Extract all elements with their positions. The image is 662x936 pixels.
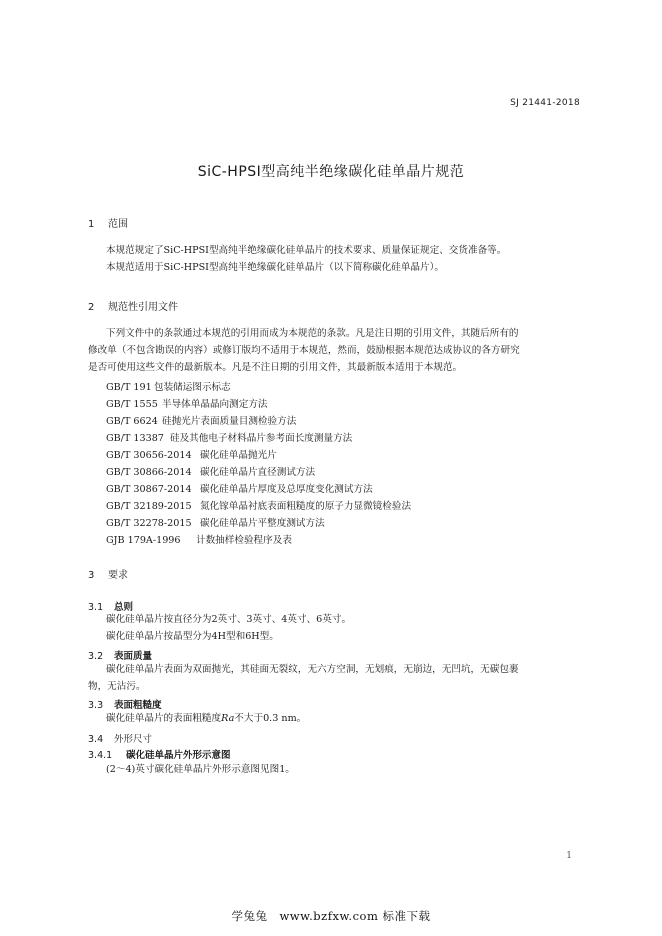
subsection-3-1-heading — [88, 599, 133, 613]
subsection-number: 3.1 — [88, 602, 104, 613]
subsection-title: 碳化硅单晶片外形示意图 — [126, 750, 231, 761]
subsection-number: 3.3 — [88, 700, 104, 711]
reference-code: GJB 179A-1996 — [106, 535, 181, 546]
reference-item — [106, 515, 325, 529]
reference-code: GB/T 6624 — [106, 416, 158, 427]
reference-item — [106, 430, 352, 444]
paragraph-line: 下列文件中的条款通过本规范的引用而成为本规范的条款。凡是注日期的引用文件，其随后所有的 — [106, 328, 519, 339]
section-2-heading — [88, 298, 178, 313]
subsection-3-4-1-heading — [88, 747, 231, 761]
section-1-heading — [88, 215, 128, 230]
subsection-number: 3.2 — [88, 651, 104, 662]
paragraph-line: 碳化硅单晶片按直径分为2英寸、3英寸、4英寸、6英寸。 — [106, 614, 352, 625]
reference-title: 半导体单晶晶向测定方法 — [162, 399, 268, 410]
section-number: 1 — [88, 219, 95, 230]
subsection-title: 表面粗糙度 — [114, 700, 162, 711]
document-code: SJ 21441-2018 — [510, 98, 580, 108]
reference-title: 碳化硅单晶片平整度测试方法 — [200, 518, 325, 529]
reference-item — [106, 413, 296, 427]
reference-item — [106, 532, 292, 546]
text-fragment: 不大于0.3 nm。 — [234, 713, 307, 724]
reference-code: GB/T 32278-2015 — [106, 518, 192, 529]
reference-title: 碳化硅单晶片直径测试方法 — [200, 467, 316, 478]
reference-code: GB/T 1555 — [106, 399, 158, 410]
paragraph-line: 碳化硅单晶片表面为双面抛光，其硅面无裂纹，无六方空洞，无划痕，无崩边，无凹坑，无碳包裹 — [106, 664, 519, 675]
subsection-3-4-heading — [88, 731, 152, 745]
reference-code: GB/T 32189-2015 — [106, 501, 192, 512]
section-title: 范围 — [108, 219, 128, 230]
paragraph-line: 碳化硅单晶片按晶型分为4H型和6H型。 — [106, 631, 279, 642]
reference-code: GB/T 30866-2014 — [106, 467, 192, 478]
section-title: 规范性引用文件 — [108, 302, 178, 313]
paragraph-line: 是否可使用这些文件的最新版本。凡是不注日期的引用文件，其最新版本适用于本规范。 — [88, 362, 463, 373]
paragraph: 本规范适用于SiC-HPSI型高纯半绝缘碳化硅单晶片（以下简称碳化硅单晶片）。 — [106, 262, 445, 273]
reference-item — [106, 481, 373, 495]
subsection-number: 3.4 — [88, 734, 104, 745]
reference-item — [106, 464, 315, 478]
reference-code: GB/T 30656-2014 — [106, 450, 192, 461]
text-fragment: 碳化硅单晶片的表面粗糙度 — [106, 713, 222, 724]
reference-code: GB/T 30867-2014 — [106, 484, 192, 495]
reference-title: 氮化镓单晶衬底表面粗糙度的原子力显微镜检验法 — [200, 501, 412, 512]
paragraph-line — [106, 711, 306, 728]
reference-title: 碳化硅单晶片厚度及总厚度变化测试方法 — [200, 484, 373, 495]
section-title: 要求 — [108, 570, 128, 581]
subsection-3-3-heading — [88, 697, 162, 711]
document-title: SiC-HPSI型高纯半绝缘碳化硅单晶片规范 — [197, 164, 465, 180]
paragraph-line: (2～4)英寸碳化硅单晶片外形示意图见图1。 — [106, 764, 295, 775]
subsection-title: 总则 — [114, 602, 134, 613]
reference-item — [106, 447, 277, 461]
subsection-number: 3.4.1 — [88, 750, 113, 761]
section-number: 3 — [88, 570, 95, 581]
reference-item — [106, 498, 411, 512]
reference-item — [106, 396, 268, 410]
paragraph: 本规范规定了SiC-HPSI型高纯半绝缘碳化硅单晶片的技术要求、质量保证规定、交货准备等。 — [106, 245, 507, 256]
paragraph-line: 修改单（不包含勘误的内容）或修订版均不适用于本规范，然而，鼓励根据本规范达成协议的各方研究 — [88, 345, 520, 356]
reference-code: GB/T 13387 — [106, 433, 164, 444]
subsection-3-2-heading — [88, 648, 152, 662]
subsection-title: 外形尺寸 — [114, 734, 153, 745]
roughness-symbol: Ra — [221, 713, 235, 724]
reference-title: 碳化硅单晶抛光片 — [200, 450, 277, 461]
reference-title: 硅及其他电子材料晶片参考面长度测量方法 — [170, 433, 353, 444]
footer-watermark: 学兔兔 www.bzfxw.com 标准下载 — [231, 909, 431, 923]
reference-title: 硅抛光片表面质量目测检验方法 — [162, 416, 297, 427]
reference-title: 计数抽样检验程序及表 — [196, 535, 292, 546]
paragraph-line: 物，无沾污。 — [88, 681, 146, 692]
reference-item — [106, 379, 231, 393]
subsection-title: 表面质量 — [114, 651, 153, 662]
section-number: 2 — [88, 302, 95, 313]
reference-title: 包装储运图示标志 — [154, 382, 231, 393]
section-3-heading — [88, 566, 128, 581]
page-number: 1 — [566, 851, 572, 861]
reference-code: GB/T 191 — [106, 382, 152, 393]
